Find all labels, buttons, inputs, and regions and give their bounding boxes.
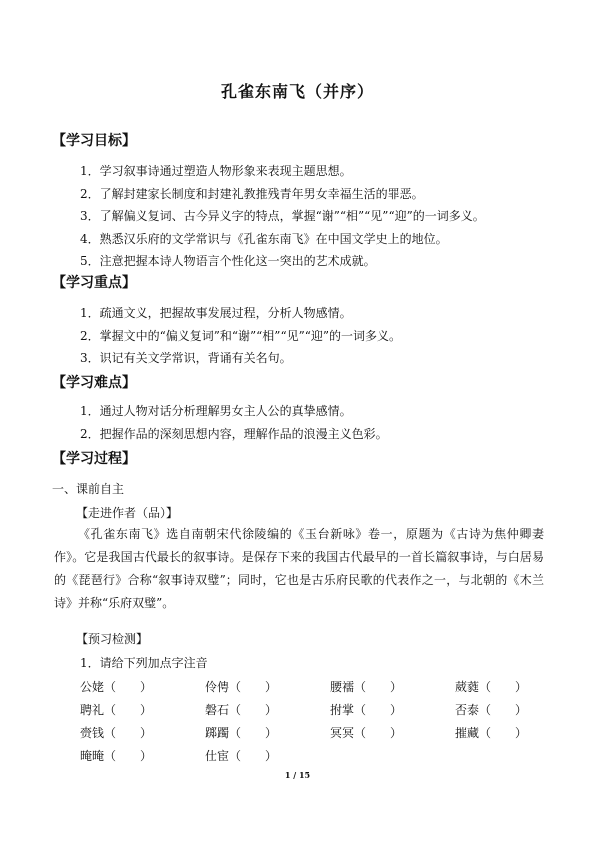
pinyin-row xyxy=(80,699,580,722)
list-item: 4．熟悉汉乐府的文学常识与《孔雀东南飞》在中国文学史上的地位。 xyxy=(80,231,448,246)
list-item: 3．了解偏义复词、古今异义字的特点，掌握“谢”“相”“见”“迎”的一词多义。 xyxy=(80,209,485,223)
pinyin-item: 聘礼（ ） xyxy=(80,703,153,717)
pinyin-row xyxy=(80,676,580,699)
pinyin-item: 公姥（ ） xyxy=(80,680,153,694)
list-item: 2．了解封建家长制度和封建礼教推残青年男女幸福生活的罪恶。 xyxy=(80,186,424,201)
pinyin-item: 赍钱（ ） xyxy=(80,726,153,740)
page-title: 孔雀东南飞（并序） xyxy=(220,82,374,101)
pinyin-row xyxy=(80,745,580,768)
list-item: 1．学习叙事诗通过塑造人物形象来表现主题思想。 xyxy=(80,164,352,178)
goals-heading: 【学习目标】 xyxy=(52,133,136,149)
author-paragraph: 《孔雀东南飞》选自南朝宋代徐陵编的《玉台新咏》卷一，原题为《古诗为焦仲卿妻作》。它是我国古代最长的叙事诗。是保存下来的我国古代最早的一首长篇叙事诗，与白居易的《琵琶行》合称“叙事诗双璧”；同时，它也是古乐府民歌的代表作之一，与北朝的《木兰诗》并称“乐府双璧”。 xyxy=(54,527,544,610)
difficulty-list xyxy=(80,400,388,445)
pinyin-item: 腰襦（ ） xyxy=(330,680,403,694)
pinyin-row xyxy=(80,722,580,745)
goals-list xyxy=(80,160,485,273)
list-item: 1．通过人物对话分析理解男女主人公的真挚感情。 xyxy=(80,404,352,418)
preview-heading: 【预习检测】 xyxy=(76,632,149,646)
pinyin-item: 伶俜（ ） xyxy=(205,680,278,694)
pinyin-item: 仕宦（ ） xyxy=(205,749,278,763)
list-item: 1．疏通文义，把握故事发展过程，分析人物感情。 xyxy=(80,306,352,320)
part1-label: 一、课前自主 xyxy=(52,482,125,496)
pinyin-item: 拊掌（ ） xyxy=(330,703,403,717)
list-item: 2．把握作品的深刻思想内容，理解作品的浪漫主义色彩。 xyxy=(80,426,388,441)
pinyin-item: 磐石（ ） xyxy=(205,703,278,717)
pinyin-grid xyxy=(80,676,580,768)
question-1: 1．请给下列加点字注音 xyxy=(80,656,208,670)
list-item: 5．注意把握本诗人物语言个性化这一突出的艺术成就。 xyxy=(80,254,376,268)
pinyin-item: 摧藏（ ） xyxy=(455,726,528,740)
list-item: 3．识记有关文学常识，背诵有关名句。 xyxy=(80,351,292,365)
author-heading: 【走进作者（品）】 xyxy=(76,506,179,520)
page-number: 1 / 15 xyxy=(284,770,311,780)
pinyin-item: 葳蕤（ ） xyxy=(455,680,528,694)
focus-heading: 【学习重点】 xyxy=(52,275,136,291)
pinyin-item: 晻晻（ ） xyxy=(80,749,153,763)
process-heading: 【学习过程】 xyxy=(52,451,136,467)
list-item: 2．掌握文中的“偏义复词”和“谢”“相”“见”“迎”的一词多义。 xyxy=(80,328,401,343)
pinyin-item: 冥冥（ ） xyxy=(330,726,403,740)
pinyin-item: 踯躅（ ） xyxy=(205,726,278,740)
difficulty-heading: 【学习难点】 xyxy=(52,375,136,391)
focus-list xyxy=(80,302,401,370)
pinyin-item: 否泰（ ） xyxy=(455,703,528,717)
